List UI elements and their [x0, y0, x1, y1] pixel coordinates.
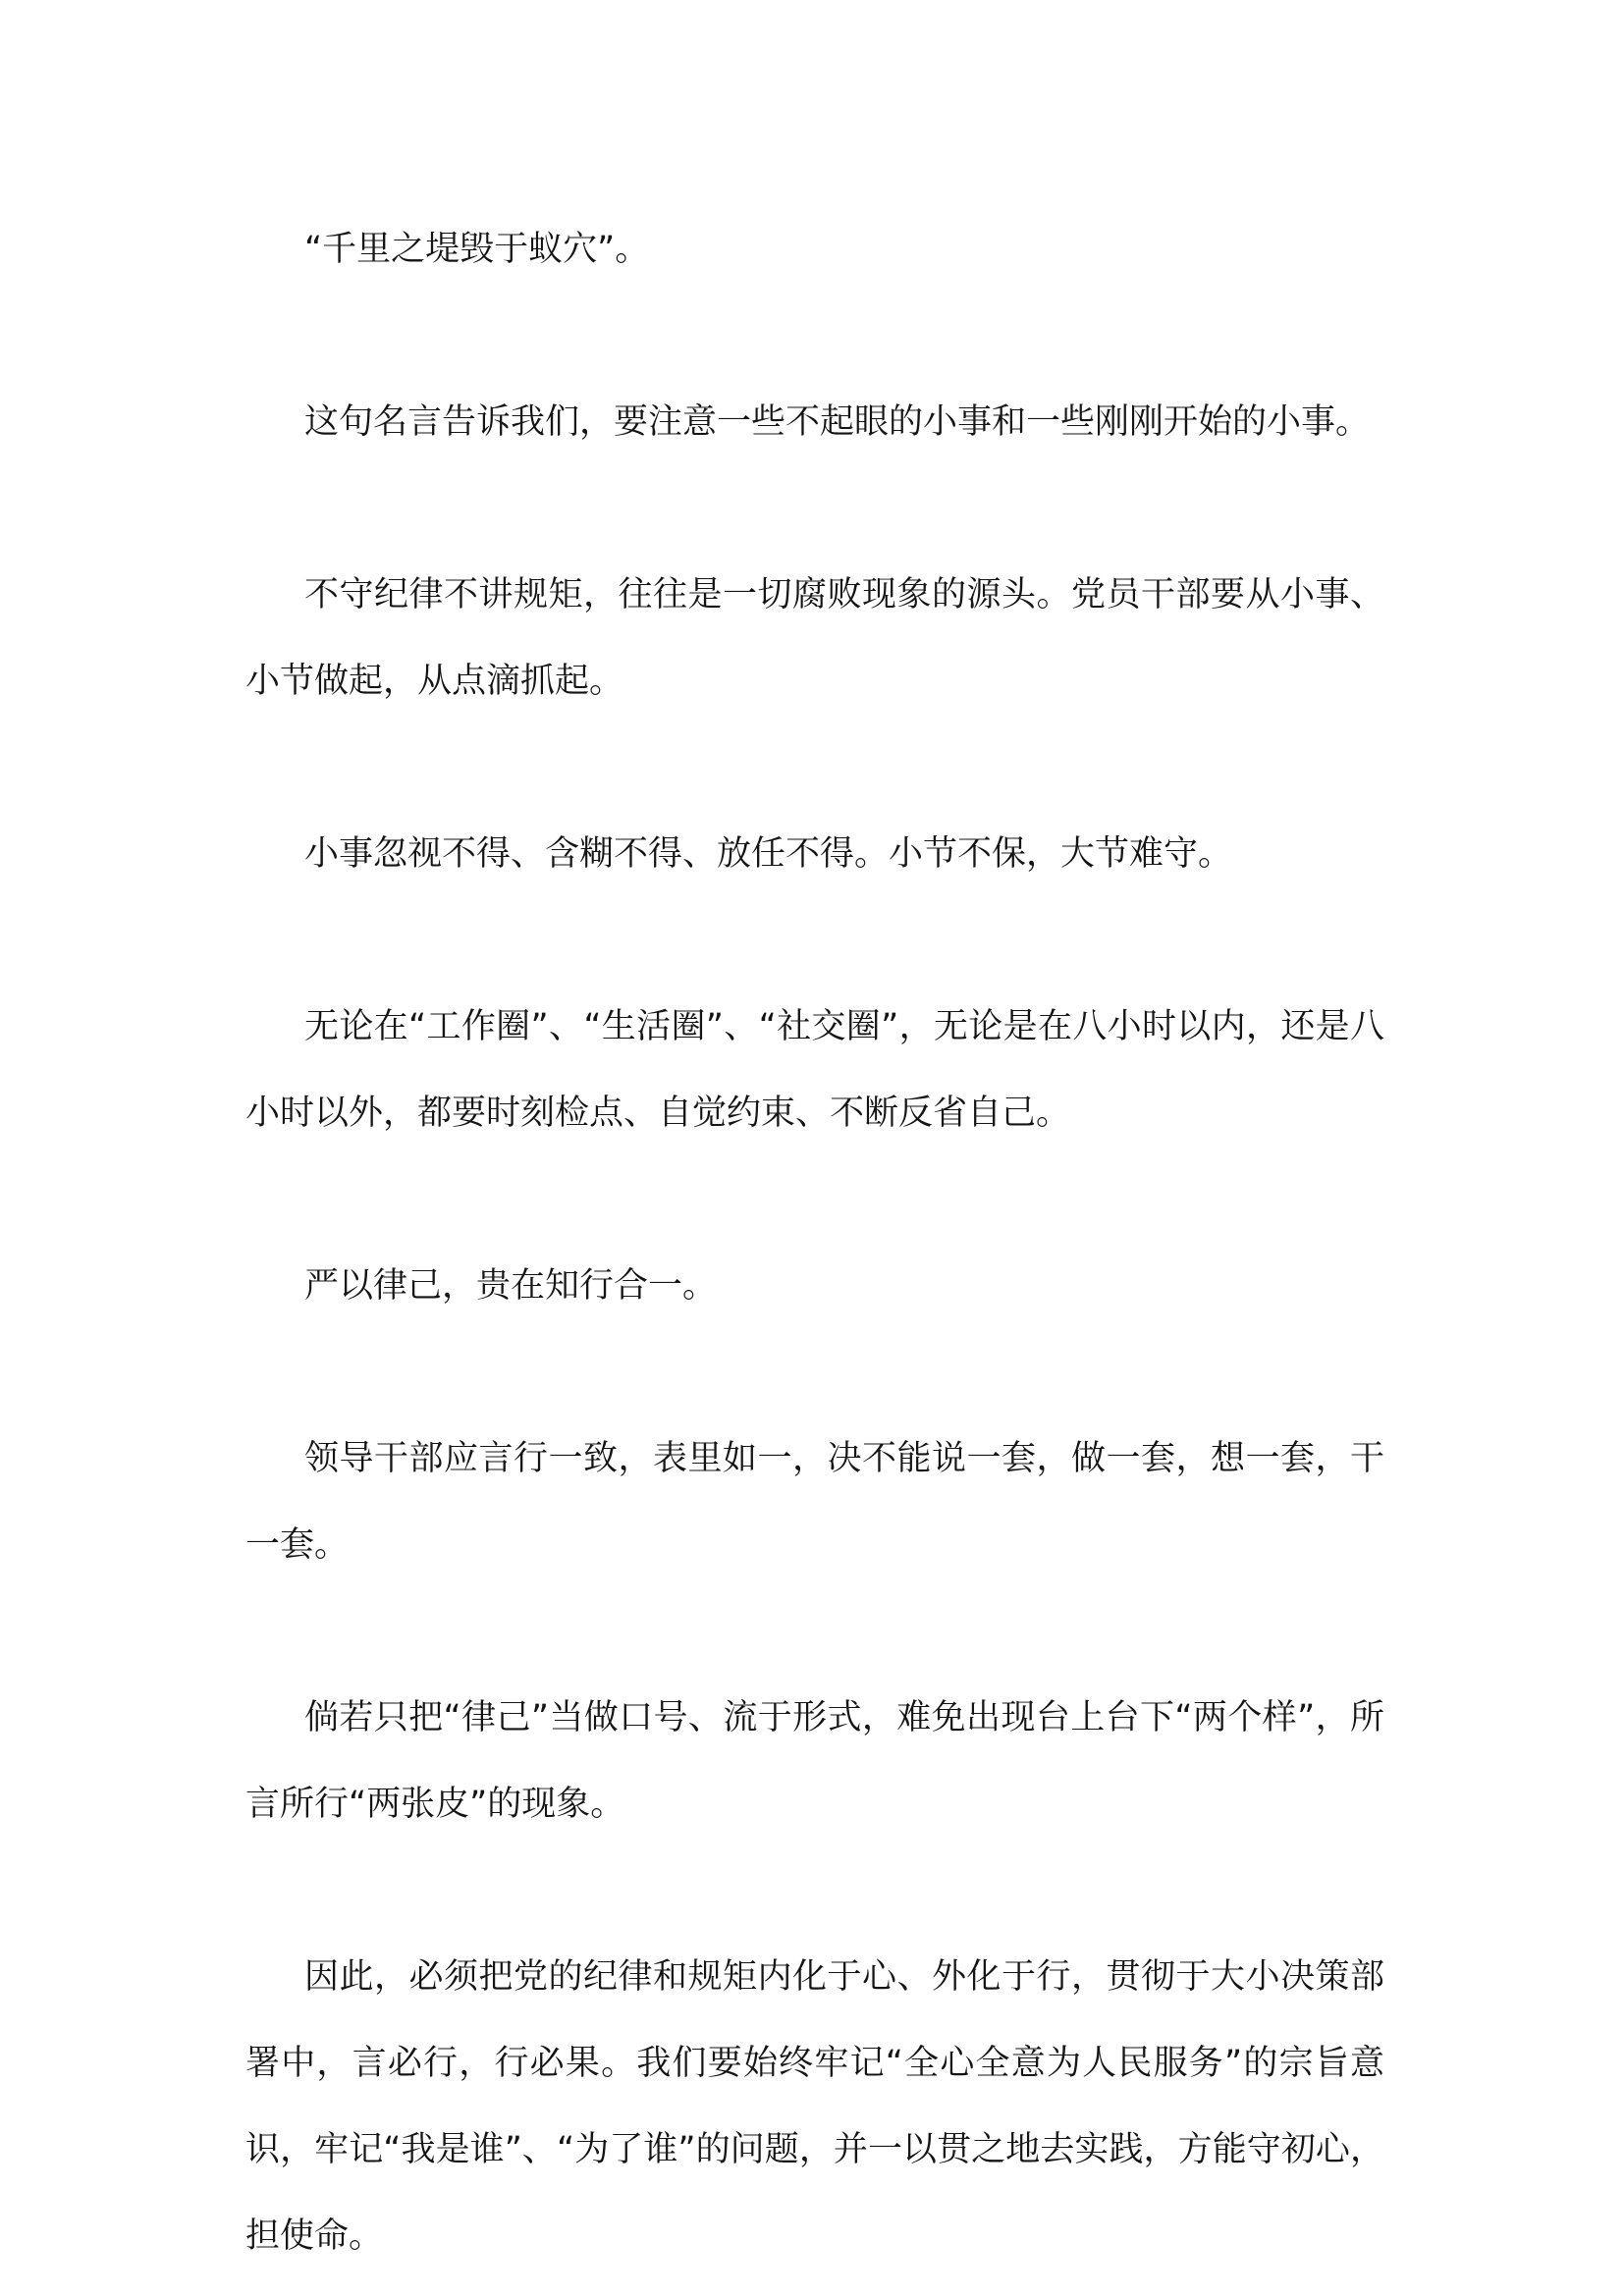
paragraph-self-discipline: 严以律己，贵在知行合一。 — [304, 1266, 718, 1306]
document-body — [245, 206, 1384, 2279]
paragraph-conclusion: 因此，必须把党的纪律和规矩内化于心、外化于行，贯彻于大小决策部署中，言必行，行必果。我们要始终牢记“全心全意为人民服务”的宗旨意识，牢记“我是谁”、“为了谁”的问题，并一以贯之地去实践，方能守初心，担使命。 — [245, 1957, 1384, 2256]
paragraph-small-matters: 小事忽视不得、含糊不得、放任不得。小节不保，大节难守。 — [304, 834, 1233, 874]
paragraph-discipline: 不守纪律不讲规矩，往往是一切腐败现象的源头。党员干部要从小事、小节做起，从点滴抓起。 — [245, 575, 1384, 701]
paragraph-formality: 倘若只把“律己”当做口号、流于形式，难免出现台上台下“两个样”，所言所行“两张皮”的现象。 — [245, 1698, 1384, 1824]
paragraph-quote-meaning: 这句名言告诉我们，要注意一些不起眼的小事和一些刚刚开始的小事。 — [304, 402, 1371, 442]
paragraph-quote: “千里之堤毁于蚁穴”。 — [304, 230, 650, 269]
paragraph-consistency: 领导干部应言行一致，表里如一，决不能说一套，做一套，想一套，干一套。 — [245, 1439, 1384, 1565]
paragraph-circles: 无论在“工作圈”、“生活圈”、“社交圈”，无论是在八小时以内，还是八小时以外，都要时刻检点、自觉约束、不断反省自己。 — [245, 1007, 1384, 1133]
